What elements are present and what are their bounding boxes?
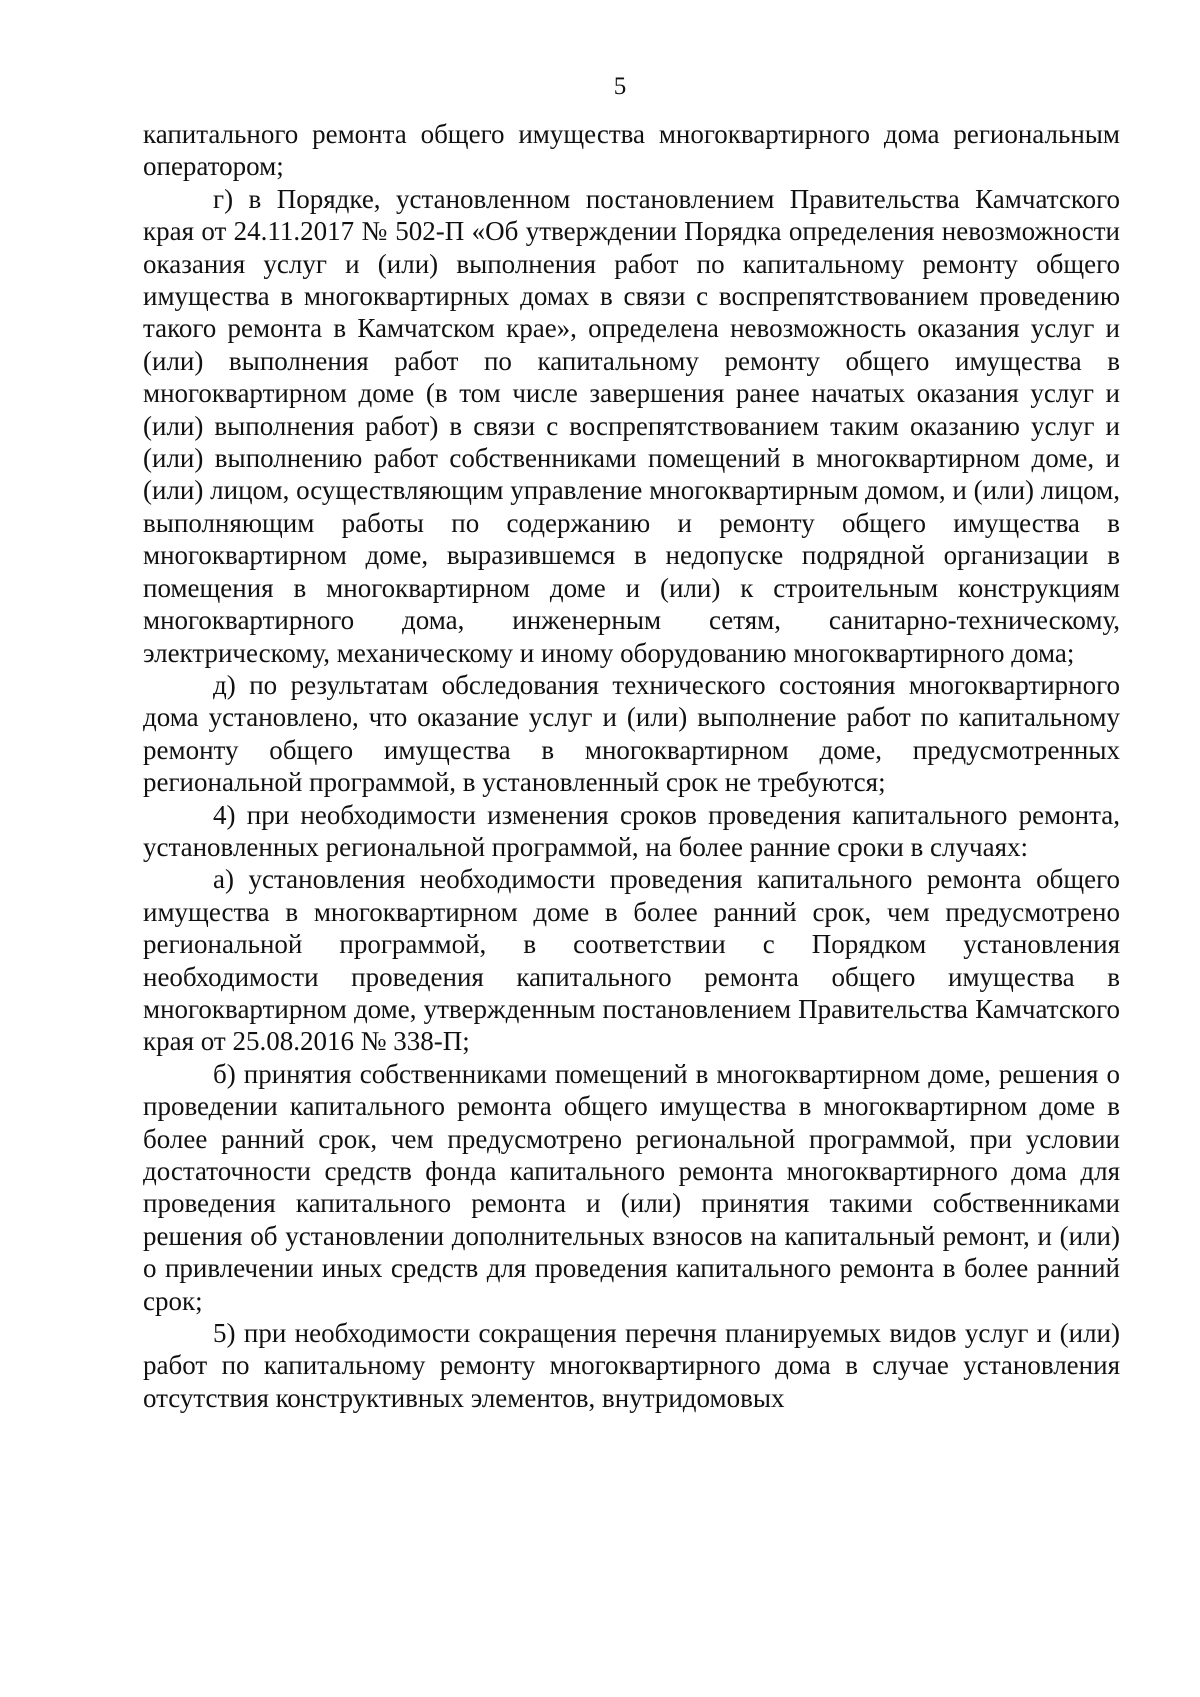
paragraph-item-d: д) по результатам обследования технического состояния многоквартирного дома установлено, что оказание услуг и (или) выполнение работ по капитальному ремонту общего имущества в многоквартирном доме, предусмотренных региональной программой, в установленный срок не требуются; [143,669,1120,798]
paragraph-item-a: а) установления необходимости проведения капитального ремонта общего имущества в многоквартирном доме в более ранний срок, чем предусмотрено региональной программой, в соответствии с Порядком установления необходимости проведения капитального ремонта общего имущества в многоквартирном доме, утвержденным постановлением Правительства Камчатского края от 25.08.2016 № 338-П; [143,864,1120,1057]
paragraph-item-g: г) в Порядке, установленном постановлением Правительства Камчатского края от 24.11.2017 № 502-П «Об утверждении Порядка определения невозможности оказания услуг и (или) выполнения работ по капитальному ремонту общего имущества в многоквартирных домах в связи с воспрепятствованием проведению такого ремонта в Камчатском крае», определена невозможность оказания услуг и (или) выполнения работ по капитальному ремонту общего имущества в многоквартирном доме (в том числе завершения ранее начатых оказания услуг и (или) выполнения работ) в связи с воспрепятствованием таким оказанию услуг и (или) выполнению работ собственниками помещений в многоквартирном доме, и (или) лицом, осуществляющим управление многоквартирным домом, и (или) лицом, выполняющим работы по содержанию и ремонту общего имущества в многоквартирном доме, выразившемся в недопуске подрядной организации в помещения в многоквартирном доме и (или) к строительным конструкциям многоквартирного дома, инженерным сетям, санитарно-техническому, электрическому, механическому и иному оборудованию многоквартирного дома; [143,183,1120,668]
paragraph-item-5: 5) при необходимости сокращения перечня планируемых видов услуг и (или) работ по капитальному ремонту многоквартирного дома в случае установления отсутствия конструктивных элементов, внутридомовых [143,1318,1120,1413]
document-body [143,118,1120,1414]
paragraph-item-4: 4) при необходимости изменения сроков проведения капитального ремонта, установленных региональной программой, на более ранние сроки в случаях: [143,799,1120,862]
paragraph-item-b: б) принятия собственниками помещений в многоквартирном доме, решения о проведении капитального ремонта общего имущества в многоквартирном доме в более ранний срок, чем предусмотрено региональной программой, при условии достаточности средств фонда капитального ремонта многоквартирного дома для проведения капитального ремонта и (или) принятия такими собственниками решения об установлении дополнительных взносов на капитальный ремонт, и (или) о привлечении иных средств для проведения капитального ремонта в более ранний срок; [143,1058,1120,1316]
paragraph-continuation: капитального ремонта общего имущества многоквартирного дома региональным оператором; [143,119,1120,182]
page-number: 5 [613,73,627,100]
